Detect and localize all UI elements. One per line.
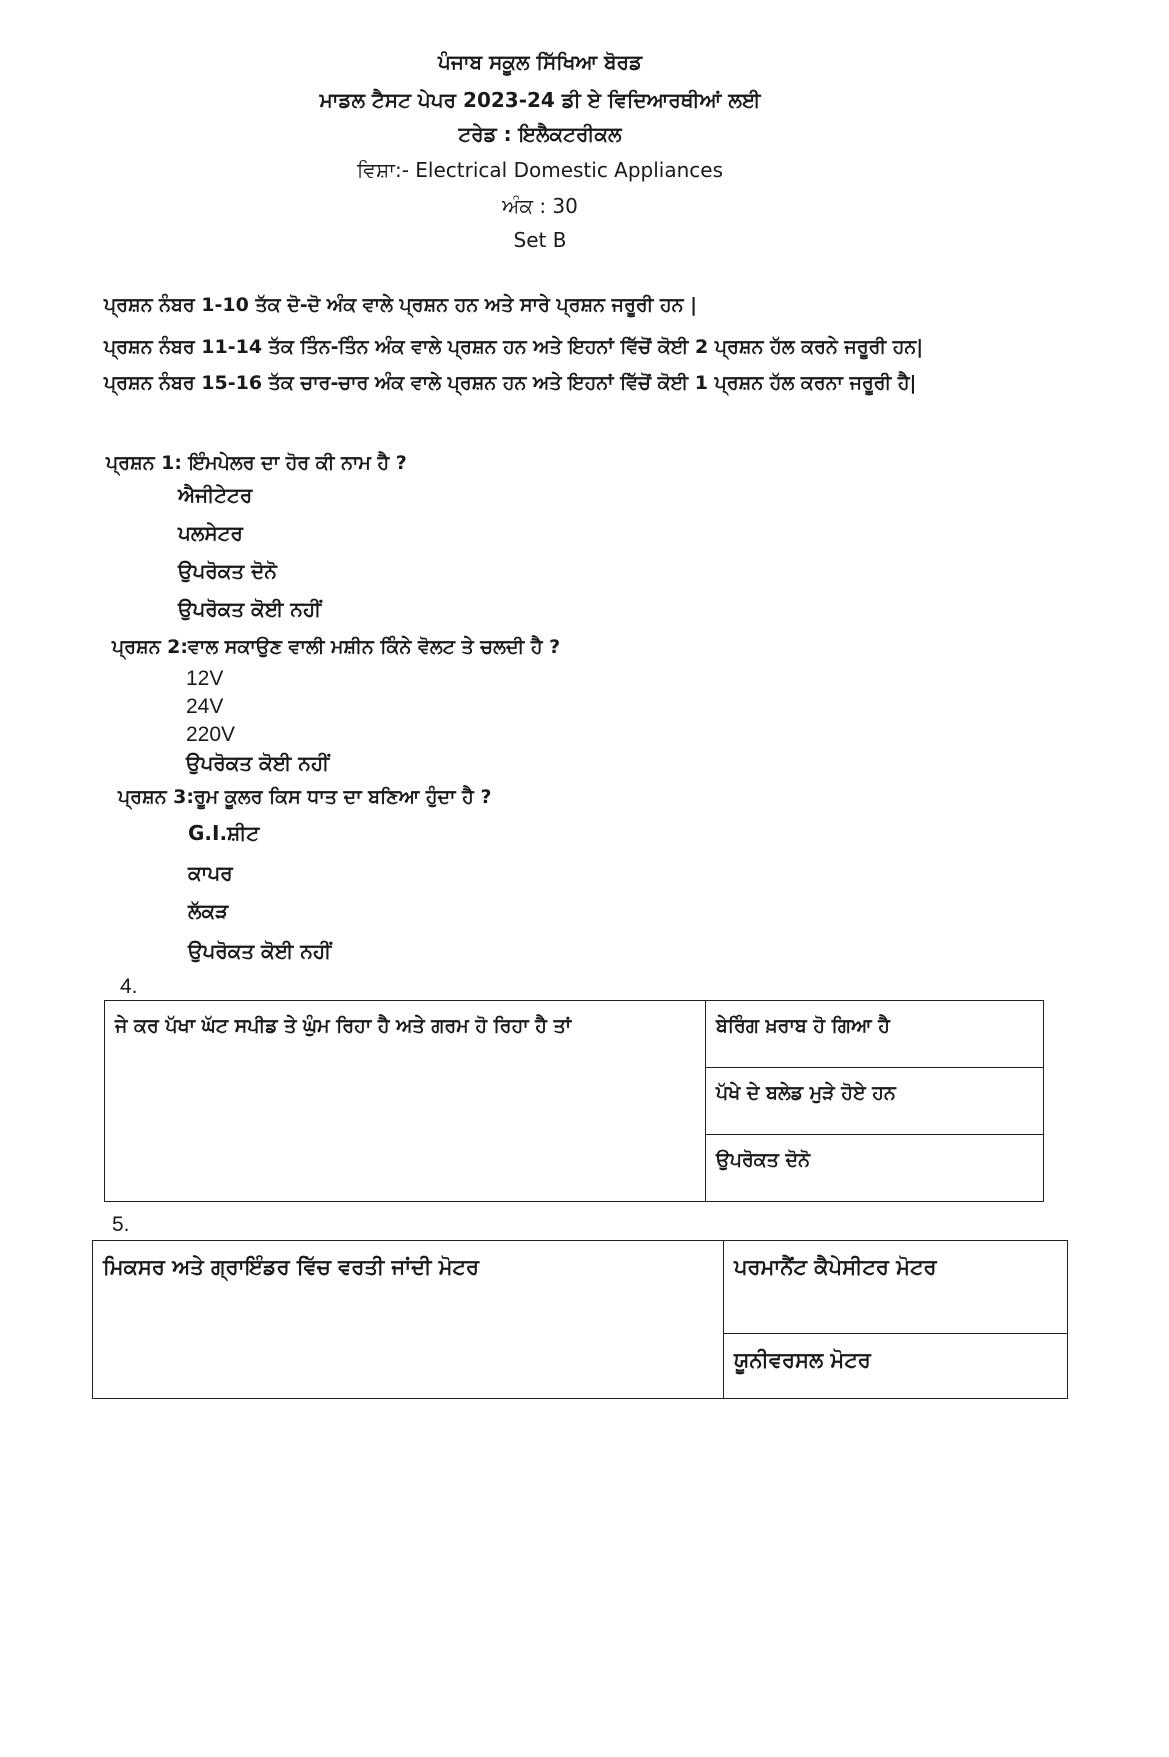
question-4-number: 4. — [120, 975, 138, 998]
question-5-option-a: ਪਰਮਾਨੈਂਟ ਕੈਪੇਸੀਟਰ ਮੋਟਰ — [724, 1241, 1068, 1334]
question-2-option-a: 12V — [186, 667, 224, 690]
marks-line: ਅੰਕ : 30 — [502, 194, 578, 218]
trade-line: ਟਰੇਡ : ਇਲੈਕਟਰੀਕਲ — [458, 122, 622, 146]
question-3-text: ਪ੍ਰਸ਼ਨ 3:ਰੂਮ ਕੂਲਰ ਕਿਸ ਧਾਤ ਦਾ ਬਣਿਆ ਹੁੰਦਾ ਹੈ ? — [118, 786, 492, 808]
instruction-3: ਪ੍ਰਸ਼ਨ ਨੰਬਰ 15-16 ਤੱਕ ਚਾਰ-ਚਾਰ ਅੰਕ ਵਾਲੇ ਪ੍ਰਸ਼ਨ ਹਨ ਅਤੇ ਇਹਨਾਂ ਵਿੱਚੋਂ ਕੋਈ 1 ਪ੍ਰਸ਼ਨ ਹੱਲ ਕਰਨਾ ਜਰੂਰੀ ਹੈ| — [104, 372, 917, 394]
table-row — [105, 1001, 1044, 1068]
question-3-option-b: ਕਾਪਰ — [188, 861, 233, 885]
question-5-stem: ਮਿਕਸਰ ਅਤੇ ਗ੍ਰਾਇੰਡਰ ਵਿੱਚ ਵਰਤੀ ਜਾਂਦੀ ਮੋਟਰ — [93, 1241, 724, 1399]
question-5-option-b: ਯੂਨੀਵਰਸਲ ਮੋਟਰ — [724, 1334, 1068, 1399]
question-4-table — [104, 1000, 1044, 1202]
question-5-number: 5. — [112, 1213, 130, 1236]
board-name: ਪੰਜਾਬ ਸਕੂਲ ਸਿੱਖਿਆ ਬੋਰਡ — [437, 50, 643, 74]
question-2-text: ਪ੍ਰਸ਼ਨ 2:ਵਾਲ ਸਕਾਉਣ ਵਾਲੀ ਮਸ਼ੀਨ ਕਿੰਨੇ ਵੋਲਟ ਤੇ ਚਲਦੀ ਹੈ ? — [112, 636, 561, 658]
instruction-1: ਪ੍ਰਸ਼ਨ ਨੰਬਰ 1-10 ਤੱਕ ਦੋ-ਦੋ ਅੰਕ ਵਾਲੇ ਪ੍ਰਸ਼ਨ ਹਨ ਅਤੇ ਸਾਰੇ ਪ੍ਰਸ਼ਨ ਜਰੂਰੀ ਹਨ | — [104, 294, 698, 316]
table-row — [93, 1241, 1068, 1334]
question-1-text: ਪ੍ਰਸ਼ਨ 1: ਇੰਮਪੇਲਰ ਦਾ ਹੋਰ ਕੀ ਨਾਮ ਹੈ ? — [106, 452, 407, 474]
question-3-option-c: ਲੱਕੜ — [188, 899, 229, 923]
question-2-option-d: ਉਪਰੋਕਤ ਕੋਈ ਨਹੀਂ — [186, 751, 330, 775]
question-4-option-a: ਬੇਰਿੰਗ ਖ਼ਰਾਬ ਹੋ ਗਿਆ ਹੈ — [706, 1001, 1044, 1068]
question-4-option-c: ਉਪਰੋਕਤ ਦੋਨੋ — [706, 1135, 1044, 1202]
instruction-2: ਪ੍ਰਸ਼ਨ ਨੰਬਰ 11-14 ਤੱਕ ਤਿੰਨ-ਤਿੰਨ ਅੰਕ ਵਾਲੇ ਪ੍ਰਸ਼ਨ ਹਨ ਅਤੇ ਇਹਨਾਂ ਵਿੱਚੋਂ ਕੋਈ 2 ਪ੍ਰਸ਼ਨ ਹੱਲ ਕਰਨੇ ਜਰੂਰੀ ਹਨ| — [104, 336, 924, 358]
question-5-table — [92, 1240, 1068, 1399]
question-1-option-a: ਐਜੀਟੇਟਰ — [178, 483, 253, 507]
set-line: Set B — [513, 228, 567, 252]
question-3-option-a: G.I.ਸ਼ੀਟ — [188, 821, 260, 845]
paper-title: ਮਾਡਲ ਟੈਸਟ ਪੇਪਰ 2023-24 ਡੀ ਏ ਵਿਦਿਆਰਥੀਆਂ ਲਈ — [319, 88, 761, 112]
question-4-option-b: ਪੱਖੇ ਦੇ ਬਲੇਡ ਮੁੜੇ ਹੋਏ ਹਨ — [706, 1068, 1044, 1135]
question-3-option-d: ਉਪਰੋਕਤ ਕੋਈ ਨਹੀਂ — [188, 939, 332, 963]
question-4-stem: ਜੇ ਕਰ ਪੱਖਾ ਘੱਟ ਸਪੀਡ ਤੇ ਘੁੰਮ ਰਿਹਾ ਹੈ ਅਤੇ ਗਰਮ ਹੋ ਰਿਹਾ ਹੈ ਤਾਂ — [105, 1001, 706, 1202]
question-1-option-c: ਉਪਰੋਕਤ ਦੋਨੋ — [178, 559, 277, 583]
question-1-option-d: ਉਪਰੋਕਤ ਕੋਈ ਨਹੀਂ — [178, 597, 322, 621]
question-2-option-c: 220V — [186, 723, 236, 746]
subject-line: ਵਿਸ਼ਾ:- Electrical Domestic Appliances — [356, 158, 724, 182]
question-2-option-b: 24V — [186, 695, 224, 718]
question-1-option-b: ਪਲਸੇਟਰ — [178, 521, 243, 545]
